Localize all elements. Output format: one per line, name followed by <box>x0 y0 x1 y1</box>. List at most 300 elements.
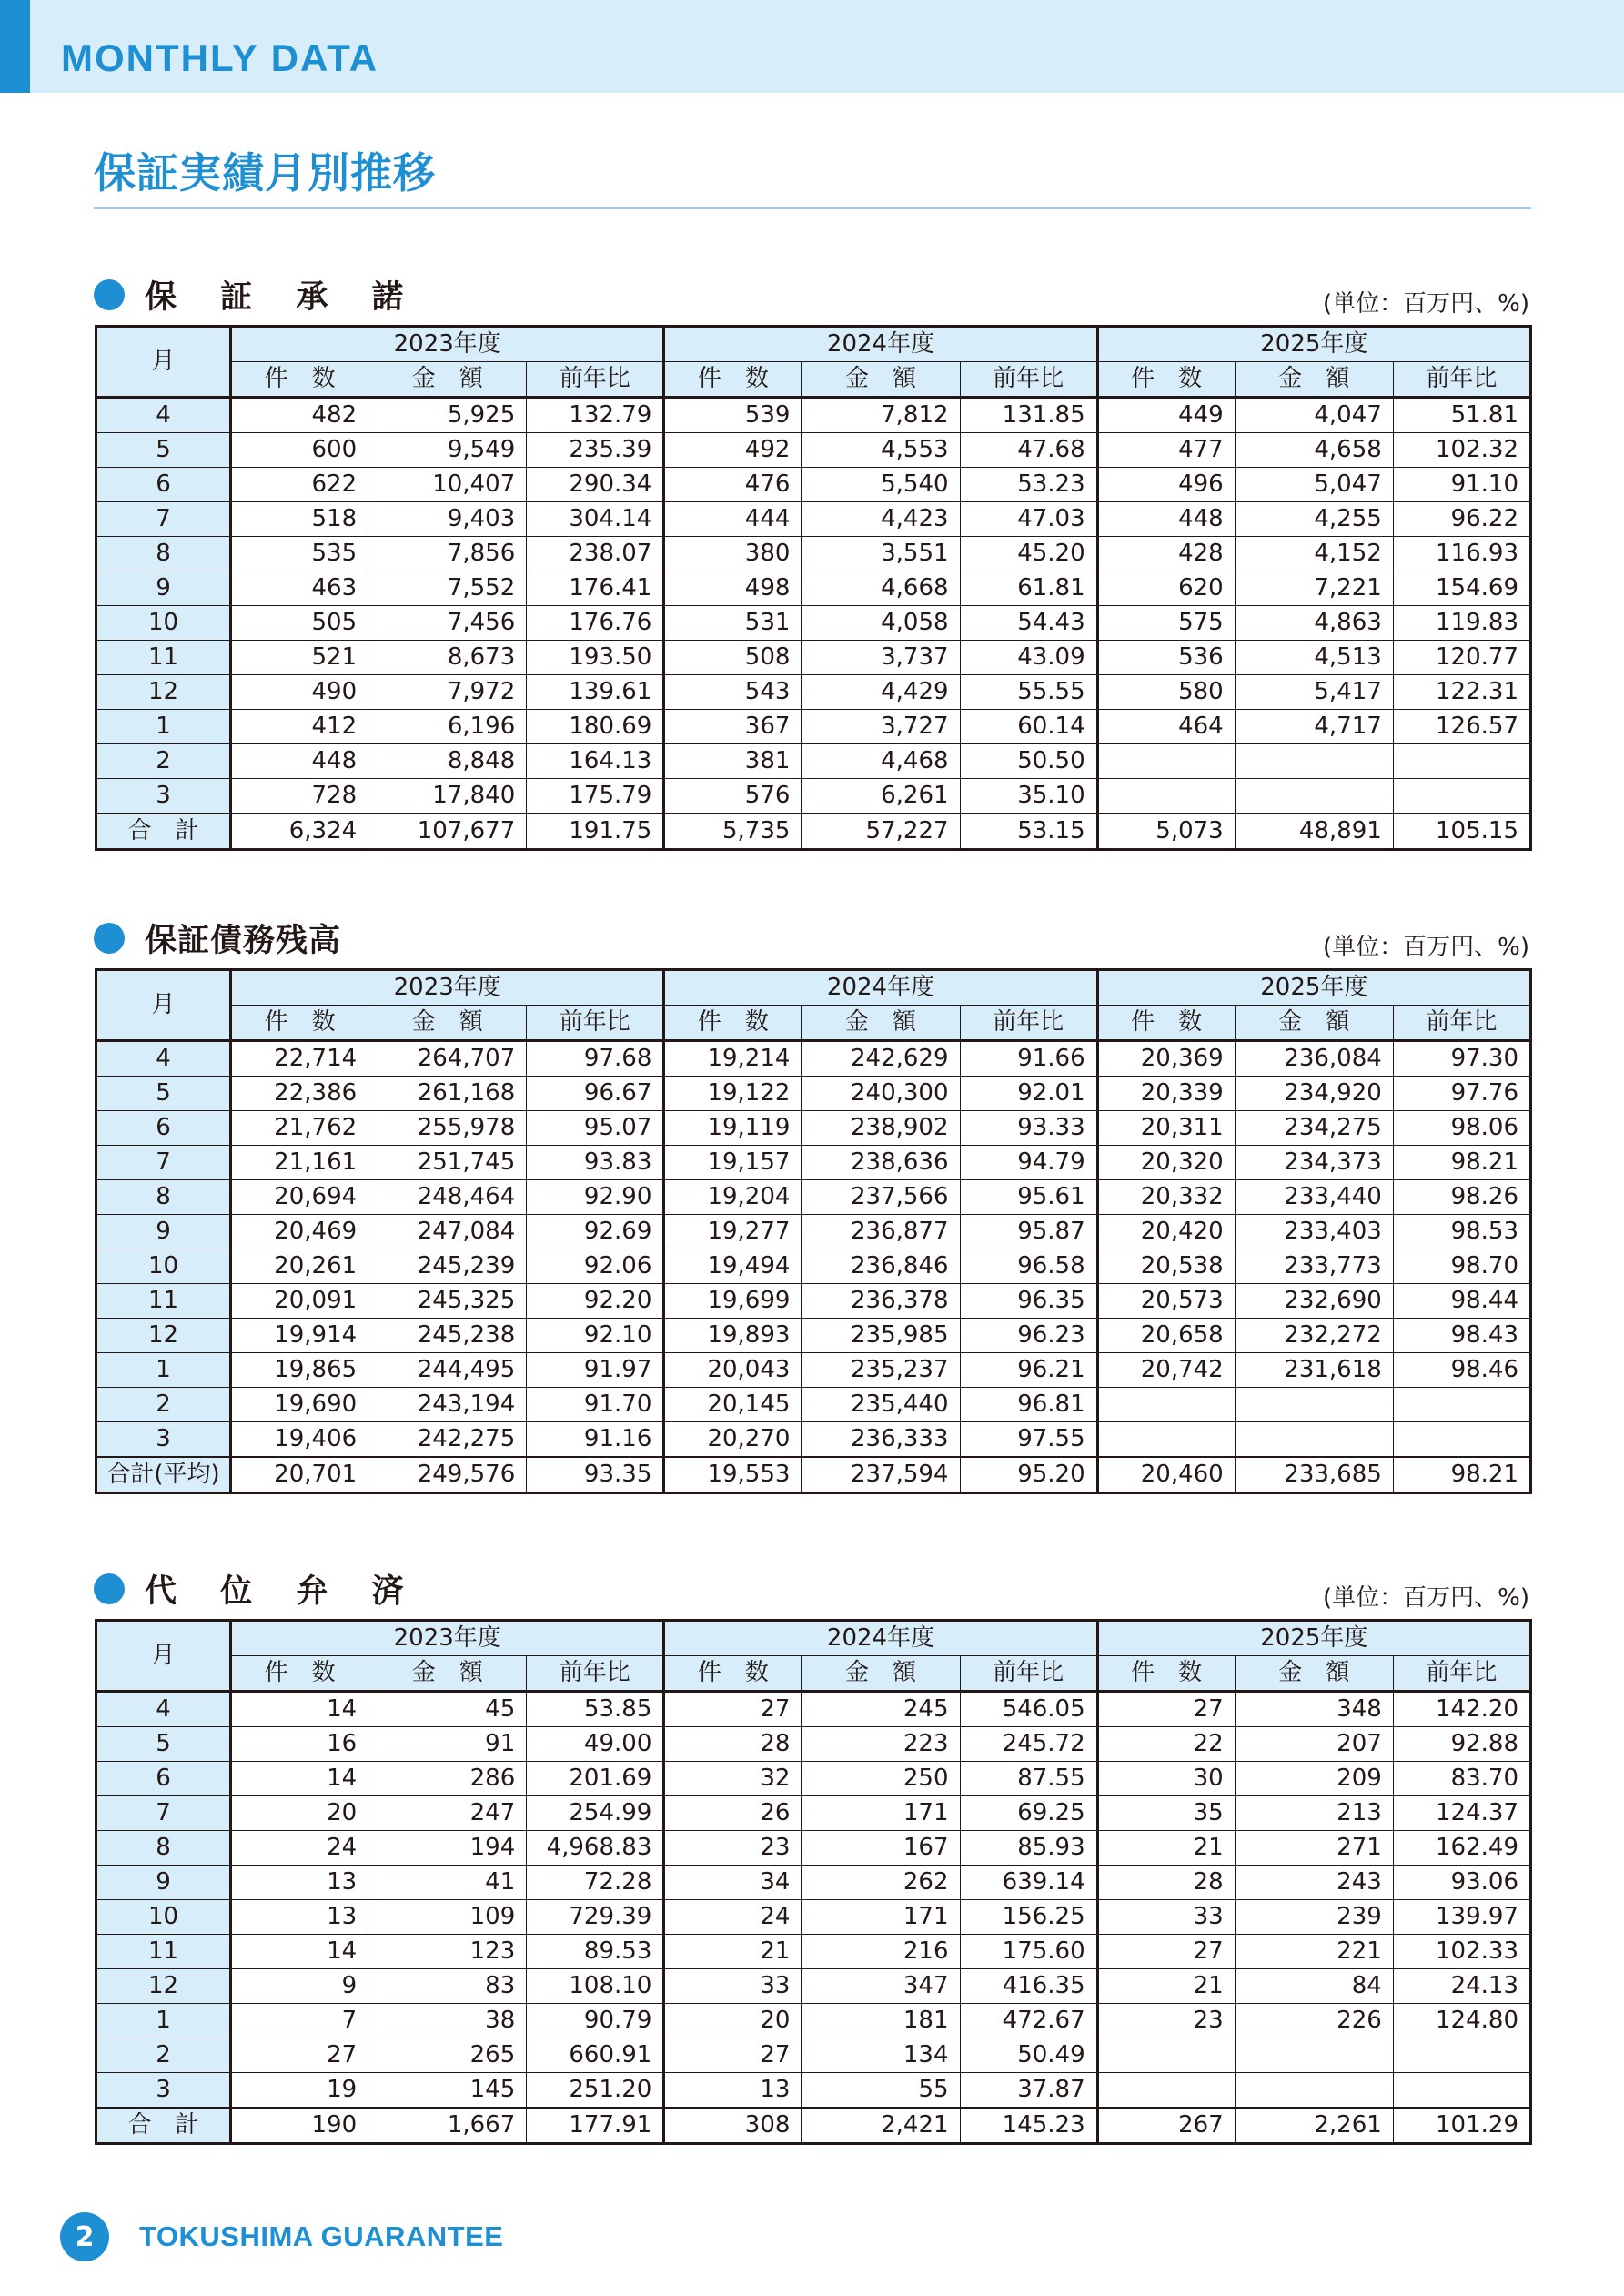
data-cell <box>1097 1422 1235 1458</box>
unit-note: (単位：百万円、%) <box>1323 934 1529 961</box>
unit-note: (単位：百万円、%) <box>1323 290 1529 318</box>
data-cell: 91.97 <box>527 1353 664 1388</box>
data-cell: 98.21 <box>1393 1457 1530 1493</box>
data-cell: 531 <box>664 606 802 641</box>
data-cell: 4,255 <box>1235 502 1393 537</box>
unit-note: (単位：百万円、%) <box>1323 1584 1529 1612</box>
total-row <box>96 2108 1531 2144</box>
data-cell: 20,043 <box>664 1353 802 1388</box>
data-cell: 97.76 <box>1393 1077 1530 1111</box>
section-heading-outstanding-balance <box>94 916 341 960</box>
month-cell: 3 <box>96 779 231 814</box>
data-cell: 9 <box>231 1969 368 2004</box>
total-row <box>96 814 1531 850</box>
data-cell: 48,891 <box>1235 814 1393 850</box>
data-cell: 32 <box>664 1762 802 1796</box>
data-cell: 57,227 <box>802 814 960 850</box>
data-cell: 116.93 <box>1393 537 1530 571</box>
table-row <box>96 398 1531 433</box>
data-cell: 167 <box>802 1831 960 1866</box>
data-cell: 20,469 <box>231 1215 368 1249</box>
data-cell: 124.80 <box>1393 2004 1530 2038</box>
data-cell: 98.21 <box>1393 1146 1530 1180</box>
data-cell: 119.83 <box>1393 606 1530 641</box>
data-cell: 27 <box>1097 1692 1235 1727</box>
data-cell: 8,673 <box>368 641 527 675</box>
data-cell: 233,685 <box>1235 1457 1393 1493</box>
data-cell: 13 <box>231 1866 368 1900</box>
data-cell: 194 <box>368 1831 527 1866</box>
data-cell: 102.32 <box>1393 433 1530 468</box>
data-cell: 175.79 <box>527 779 664 814</box>
data-cell: 13 <box>664 2073 802 2109</box>
page-number: 2 <box>75 2220 95 2253</box>
data-cell: 123 <box>368 1935 527 1969</box>
data-cell: 21,161 <box>231 1146 368 1180</box>
yoy-ratio-header: 前年比 <box>960 1006 1097 1041</box>
data-cell: 20,261 <box>231 1249 368 1284</box>
table-row <box>96 1353 1531 1388</box>
data-cell: 19,553 <box>664 1457 802 1493</box>
data-cell: 27 <box>1097 1935 1235 1969</box>
yoy-ratio-header: 前年比 <box>1393 1656 1530 1692</box>
table-row <box>96 1900 1531 1935</box>
data-cell: 4,047 <box>1235 398 1393 433</box>
data-cell: 5,047 <box>1235 468 1393 502</box>
data-cell: 91.66 <box>960 1041 1097 1077</box>
data-cell: 245,238 <box>368 1319 527 1353</box>
table-row <box>96 2004 1531 2038</box>
fiscal-year-header: 2023年度 <box>231 327 664 362</box>
data-cell <box>1235 2038 1393 2073</box>
data-cell: 20,460 <box>1097 1457 1235 1493</box>
data-cell: 247 <box>368 1796 527 1831</box>
month-cell: 12 <box>96 1969 231 2004</box>
data-cell: 154.69 <box>1393 571 1530 606</box>
data-cell: 4,863 <box>1235 606 1393 641</box>
data-cell: 95.20 <box>960 1457 1097 1493</box>
month-cell: 1 <box>96 710 231 744</box>
data-cell: 98.70 <box>1393 1249 1530 1284</box>
outstanding-balance-table <box>95 968 1532 1494</box>
total-label: 合計(平均) <box>96 1457 231 1493</box>
data-cell: 4,513 <box>1235 641 1393 675</box>
data-cell: 132.79 <box>527 398 664 433</box>
data-cell: 69.25 <box>960 1796 1097 1831</box>
data-cell: 84 <box>1235 1969 1393 2004</box>
data-cell: 482 <box>231 398 368 433</box>
data-cell: 47.68 <box>960 433 1097 468</box>
data-cell: 139.97 <box>1393 1900 1530 1935</box>
data-cell: 216 <box>802 1935 960 1969</box>
data-cell: 232,272 <box>1235 1319 1393 1353</box>
data-cell: 267 <box>1097 2108 1235 2144</box>
data-cell: 180.69 <box>527 710 664 744</box>
yoy-ratio-header: 前年比 <box>960 1656 1097 1692</box>
data-cell: 8,848 <box>368 744 527 779</box>
data-cell: 19,699 <box>664 1284 802 1319</box>
fiscal-year-header: 2025年度 <box>1097 970 1530 1006</box>
table-row <box>96 2073 1531 2109</box>
data-cell: 17,840 <box>368 779 527 814</box>
data-cell: 19,277 <box>664 1215 802 1249</box>
data-cell: 234,275 <box>1235 1111 1393 1146</box>
table-row <box>96 1215 1531 1249</box>
data-cell: 92.88 <box>1393 1727 1530 1762</box>
data-cell: 243 <box>1235 1866 1393 1900</box>
data-cell: 19,914 <box>231 1319 368 1353</box>
month-cell: 1 <box>96 2004 231 2038</box>
data-cell: 98.43 <box>1393 1319 1530 1353</box>
data-cell: 20,742 <box>1097 1353 1235 1388</box>
data-cell: 21 <box>1097 1831 1235 1866</box>
data-cell: 1,667 <box>368 2108 527 2144</box>
table-row <box>96 1111 1531 1146</box>
data-cell: 93.33 <box>960 1111 1097 1146</box>
data-cell: 242,275 <box>368 1422 527 1458</box>
data-cell: 4,968.83 <box>527 1831 664 1866</box>
data-cell: 209 <box>1235 1762 1393 1796</box>
month-header: 月 <box>96 1621 231 1692</box>
table-row <box>96 1969 1531 2004</box>
data-cell: 19,204 <box>664 1180 802 1215</box>
data-cell: 20,420 <box>1097 1215 1235 1249</box>
table-row <box>96 1146 1531 1180</box>
month-cell: 7 <box>96 502 231 537</box>
data-cell: 191.75 <box>527 814 664 850</box>
data-cell: 728 <box>231 779 368 814</box>
amount-header: 金 額 <box>368 362 527 398</box>
footer-company-name: TOKUSHIMA GUARANTEE <box>139 2220 504 2252</box>
data-cell <box>1393 2073 1530 2109</box>
data-cell: 237,566 <box>802 1180 960 1215</box>
data-cell: 7,221 <box>1235 571 1393 606</box>
table-row <box>96 1041 1531 1077</box>
data-cell: 97.68 <box>527 1041 664 1077</box>
data-cell: 235.39 <box>527 433 664 468</box>
data-cell: 28 <box>1097 1866 1235 1900</box>
bullet-icon <box>94 1573 125 1604</box>
data-cell: 176.76 <box>527 606 664 641</box>
data-cell: 93.35 <box>527 1457 664 1493</box>
data-cell: 348 <box>1235 1692 1393 1727</box>
bullet-icon <box>94 279 125 310</box>
data-cell: 4,429 <box>802 675 960 710</box>
data-cell: 27 <box>231 2038 368 2073</box>
data-cell: 4,717 <box>1235 710 1393 744</box>
fiscal-year-header: 2024年度 <box>664 970 1097 1006</box>
data-cell: 243,194 <box>368 1388 527 1422</box>
month-cell: 11 <box>96 1284 231 1319</box>
data-cell: 428 <box>1097 537 1235 571</box>
data-cell <box>1393 744 1530 779</box>
data-cell <box>1393 779 1530 814</box>
data-cell: 271 <box>1235 1831 1393 1866</box>
data-cell: 235,440 <box>802 1388 960 1422</box>
data-cell: 235,237 <box>802 1353 960 1388</box>
data-cell: 14 <box>231 1935 368 1969</box>
section-title: 保証債務残高 <box>145 923 342 959</box>
month-cell: 5 <box>96 433 231 468</box>
data-cell: 19,214 <box>664 1041 802 1077</box>
page-title: 保証実績月別推移 <box>94 148 436 197</box>
month-cell: 4 <box>96 1692 231 1727</box>
data-cell: 97.30 <box>1393 1041 1530 1077</box>
yoy-ratio-header: 前年比 <box>960 362 1097 398</box>
data-cell: 134 <box>802 2038 960 2073</box>
data-cell: 21 <box>664 1935 802 1969</box>
total-label: 合 計 <box>96 814 231 850</box>
data-cell: 477 <box>1097 433 1235 468</box>
data-cell: 181 <box>802 2004 960 2038</box>
data-cell: 255,978 <box>368 1111 527 1146</box>
data-cell: 90.79 <box>527 2004 664 2038</box>
amount-header: 金 額 <box>802 1656 960 1692</box>
data-cell: 207 <box>1235 1727 1393 1762</box>
data-cell: 20,339 <box>1097 1077 1235 1111</box>
month-cell: 7 <box>96 1796 231 1831</box>
data-cell <box>1097 779 1235 814</box>
data-cell: 49.00 <box>527 1727 664 1762</box>
data-cell: 96.58 <box>960 1249 1097 1284</box>
fiscal-year-header: 2025年度 <box>1097 327 1530 362</box>
data-cell <box>1097 744 1235 779</box>
data-cell: 54.43 <box>960 606 1097 641</box>
month-cell: 1 <box>96 1353 231 1388</box>
count-header: 件 数 <box>1097 1006 1235 1041</box>
data-cell: 20,538 <box>1097 1249 1235 1284</box>
data-cell: 245 <box>802 1692 960 1727</box>
data-cell: 233,773 <box>1235 1249 1393 1284</box>
data-cell: 45.20 <box>960 537 1097 571</box>
data-cell: 92.10 <box>527 1319 664 1353</box>
data-cell: 142.20 <box>1393 1692 1530 1727</box>
data-cell: 213 <box>1235 1796 1393 1831</box>
data-cell: 93.83 <box>527 1146 664 1180</box>
data-cell: 472.67 <box>960 2004 1097 2038</box>
data-cell: 236,378 <box>802 1284 960 1319</box>
data-cell: 27 <box>664 2038 802 2073</box>
data-cell: 109 <box>368 1900 527 1935</box>
table-row <box>96 1388 1531 1422</box>
page-number-badge <box>60 2212 109 2261</box>
data-cell: 22,386 <box>231 1077 368 1111</box>
data-cell: 412 <box>231 710 368 744</box>
data-cell: 254.99 <box>527 1796 664 1831</box>
data-cell: 265 <box>368 2038 527 2073</box>
data-cell: 95.87 <box>960 1215 1097 1249</box>
data-cell: 20 <box>664 2004 802 2038</box>
data-cell: 145 <box>368 2073 527 2109</box>
month-cell: 10 <box>96 1900 231 1935</box>
data-cell: 20,270 <box>664 1422 802 1458</box>
data-cell: 98.44 <box>1393 1284 1530 1319</box>
data-cell: 242,629 <box>802 1041 960 1077</box>
data-cell: 91.16 <box>527 1422 664 1458</box>
table-row <box>96 606 1531 641</box>
data-cell: 33 <box>1097 1900 1235 1935</box>
month-cell: 10 <box>96 606 231 641</box>
section-heading-subrogation <box>94 1567 420 1611</box>
data-cell: 87.55 <box>960 1762 1097 1796</box>
data-cell: 7,972 <box>368 675 527 710</box>
count-header: 件 数 <box>231 1656 368 1692</box>
data-cell: 51.81 <box>1393 398 1530 433</box>
data-cell: 576 <box>664 779 802 814</box>
data-cell: 91 <box>368 1727 527 1762</box>
data-cell: 101.29 <box>1393 2108 1530 2144</box>
data-cell: 236,877 <box>802 1215 960 1249</box>
data-cell: 176.41 <box>527 571 664 606</box>
data-cell: 236,084 <box>1235 1041 1393 1077</box>
data-cell: 107,677 <box>368 814 527 850</box>
data-cell: 543 <box>664 675 802 710</box>
data-cell: 190 <box>231 2108 368 2144</box>
data-cell: 13 <box>231 1900 368 1935</box>
data-cell: 83.70 <box>1393 1762 1530 1796</box>
data-cell: 193.50 <box>527 641 664 675</box>
total-row <box>96 1457 1531 1493</box>
data-cell: 28 <box>664 1727 802 1762</box>
data-cell: 7 <box>231 2004 368 2038</box>
data-cell: 96.81 <box>960 1388 1097 1422</box>
data-cell: 308 <box>664 2108 802 2144</box>
count-header: 件 数 <box>1097 1656 1235 1692</box>
data-cell: 16 <box>231 1727 368 1762</box>
month-cell: 6 <box>96 1111 231 1146</box>
data-cell: 105.15 <box>1393 814 1530 850</box>
section-title: 代 位 弁 済 <box>145 1573 420 1610</box>
data-cell: 92.69 <box>527 1215 664 1249</box>
data-cell: 22 <box>1097 1727 1235 1762</box>
yoy-ratio-header: 前年比 <box>1393 1006 1530 1041</box>
fiscal-year-header: 2025年度 <box>1097 1621 1530 1656</box>
data-cell: 490 <box>231 675 368 710</box>
data-cell: 97.55 <box>960 1422 1097 1458</box>
data-cell: 23 <box>1097 2004 1235 2038</box>
data-cell <box>1393 1422 1530 1458</box>
data-cell: 304.14 <box>527 502 664 537</box>
data-cell: 245,325 <box>368 1284 527 1319</box>
banner-title: MONTHLY DATA <box>61 36 379 79</box>
data-cell: 21 <box>1097 1969 1235 2004</box>
data-cell: 91.10 <box>1393 468 1530 502</box>
data-cell: 23 <box>664 1831 802 1866</box>
data-cell: 264,707 <box>368 1041 527 1077</box>
data-cell: 9,403 <box>368 502 527 537</box>
data-cell: 6,261 <box>802 779 960 814</box>
data-cell: 240,300 <box>802 1077 960 1111</box>
table-row <box>96 1692 1531 1727</box>
data-cell: 24.13 <box>1393 1969 1530 2004</box>
data-cell: 221 <box>1235 1935 1393 1969</box>
data-cell: 22,714 <box>231 1041 368 1077</box>
data-cell <box>1235 1388 1393 1422</box>
data-cell: 94.79 <box>960 1146 1097 1180</box>
table-row <box>96 1180 1531 1215</box>
data-cell: 20,701 <box>231 1457 368 1493</box>
data-cell: 247,084 <box>368 1215 527 1249</box>
month-cell: 6 <box>96 1762 231 1796</box>
data-cell: 622 <box>231 468 368 502</box>
fiscal-year-header: 2024年度 <box>664 327 1097 362</box>
data-cell: 248,464 <box>368 1180 527 1215</box>
data-cell <box>1097 2073 1235 2109</box>
month-cell: 4 <box>96 398 231 433</box>
data-cell: 6,324 <box>231 814 368 850</box>
data-cell: 95.61 <box>960 1180 1097 1215</box>
data-cell: 518 <box>231 502 368 537</box>
data-cell: 53.23 <box>960 468 1097 502</box>
data-cell: 33 <box>664 1969 802 2004</box>
data-cell: 47.03 <box>960 502 1097 537</box>
fiscal-year-header: 2023年度 <box>231 970 664 1006</box>
count-header: 件 数 <box>664 1006 802 1041</box>
data-cell: 7,552 <box>368 571 527 606</box>
data-cell: 108.10 <box>527 1969 664 2004</box>
guarantee-approvals-table <box>95 325 1532 851</box>
data-cell: 98.53 <box>1393 1215 1530 1249</box>
count-header: 件 数 <box>1097 362 1235 398</box>
data-cell: 476 <box>664 468 802 502</box>
data-cell: 26 <box>664 1796 802 1831</box>
data-cell: 245,239 <box>368 1249 527 1284</box>
data-cell: 245.72 <box>960 1727 1097 1762</box>
data-cell: 236,846 <box>802 1249 960 1284</box>
data-cell: 496 <box>1097 468 1235 502</box>
data-cell: 416.35 <box>960 1969 1097 2004</box>
data-cell: 131.85 <box>960 398 1097 433</box>
data-cell: 20,311 <box>1097 1111 1235 1146</box>
data-cell: 3,727 <box>802 710 960 744</box>
data-cell: 286 <box>368 1762 527 1796</box>
table-row <box>96 502 1531 537</box>
data-cell: 35.10 <box>960 779 1097 814</box>
data-cell: 53.15 <box>960 814 1097 850</box>
data-cell: 50.49 <box>960 2038 1097 2073</box>
data-cell: 575 <box>1097 606 1235 641</box>
data-cell: 175.60 <box>960 1935 1097 1969</box>
amount-header: 金 額 <box>368 1656 527 1692</box>
data-cell: 37.87 <box>960 2073 1097 2109</box>
fiscal-year-header: 2024年度 <box>664 1621 1097 1656</box>
data-cell: 96.21 <box>960 1353 1097 1388</box>
banner-accent-bar <box>0 0 30 93</box>
data-cell: 546.05 <box>960 1692 1097 1727</box>
data-cell: 290.34 <box>527 468 664 502</box>
data-cell <box>1235 1422 1393 1458</box>
month-cell: 9 <box>96 571 231 606</box>
month-cell: 5 <box>96 1727 231 1762</box>
data-cell: 539 <box>664 398 802 433</box>
data-cell: 156.25 <box>960 1900 1097 1935</box>
total-label: 合 計 <box>96 2108 231 2144</box>
table-row <box>96 571 1531 606</box>
data-cell: 3,737 <box>802 641 960 675</box>
month-cell: 6 <box>96 468 231 502</box>
data-cell: 145.23 <box>960 2108 1097 2144</box>
data-cell: 61.81 <box>960 571 1097 606</box>
data-cell: 729.39 <box>527 1900 664 1935</box>
count-header: 件 数 <box>664 1656 802 1692</box>
data-cell: 235,985 <box>802 1319 960 1353</box>
month-cell: 8 <box>96 1180 231 1215</box>
month-cell: 8 <box>96 1831 231 1866</box>
data-cell <box>1235 2073 1393 2109</box>
amount-header: 金 額 <box>802 1006 960 1041</box>
data-cell: 85.93 <box>960 1831 1097 1866</box>
amount-header: 金 額 <box>1235 362 1393 398</box>
